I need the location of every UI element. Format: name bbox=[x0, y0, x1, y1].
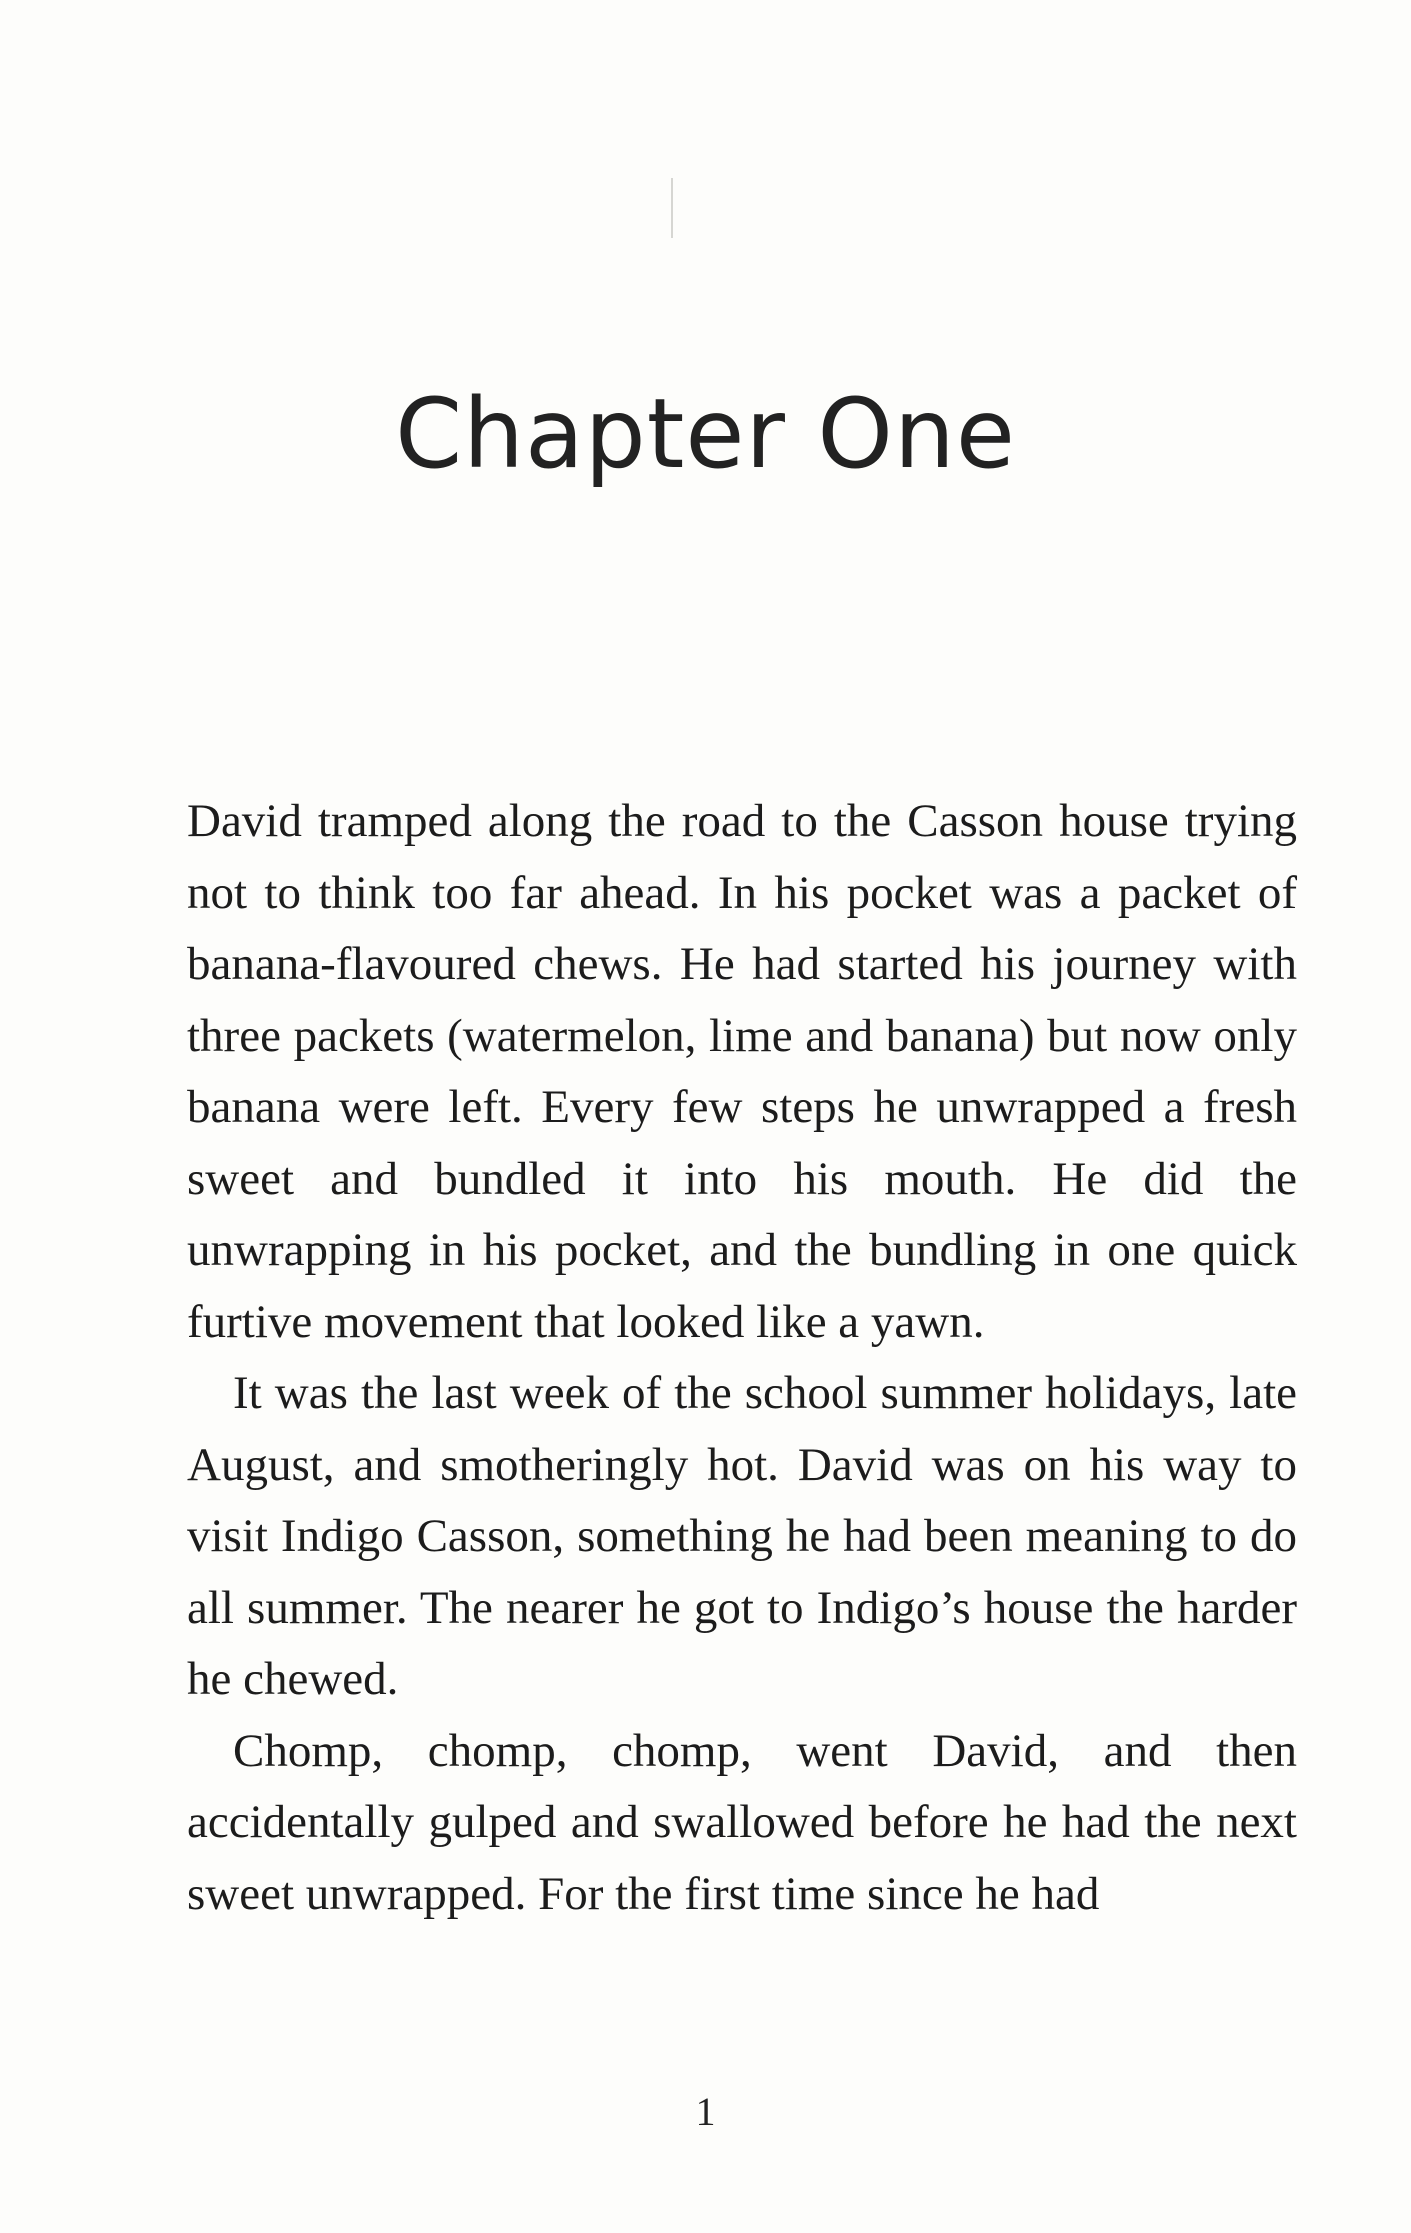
chapter-title: Chapter One bbox=[395, 378, 1016, 490]
paragraph: Chomp, chomp, chomp, went David, and then accidentally gulped and swallowed before he had the next sweet unwrapped. For the first time since he had bbox=[187, 1724, 1297, 1920]
paragraph: David tramped along the road to the Casson house trying not to think too far ahead. In his pocket was a packet of banana-flavoured chews. He had started his journey with three packets (watermelon, lime and banana) but now only banana were left. Every few steps he unwrapped a fresh sweet and bundled it into his mouth. He did the unwrapping in his pocket, and the bundling in one quick furtive movement that looked like a yawn. bbox=[187, 795, 1297, 1348]
paragraph: It was the last week of the school summer holidays, late August, and smotheringly hot. David was on his way to visit Indigo Casson, something he had been meaning to do all summer. The nearer he got to Indigo’s house the harder he chewed. bbox=[187, 1367, 1297, 1705]
body-text bbox=[187, 786, 1297, 1930]
page-number: 1 bbox=[695, 2089, 716, 2134]
scan-artifact-line bbox=[671, 178, 673, 238]
